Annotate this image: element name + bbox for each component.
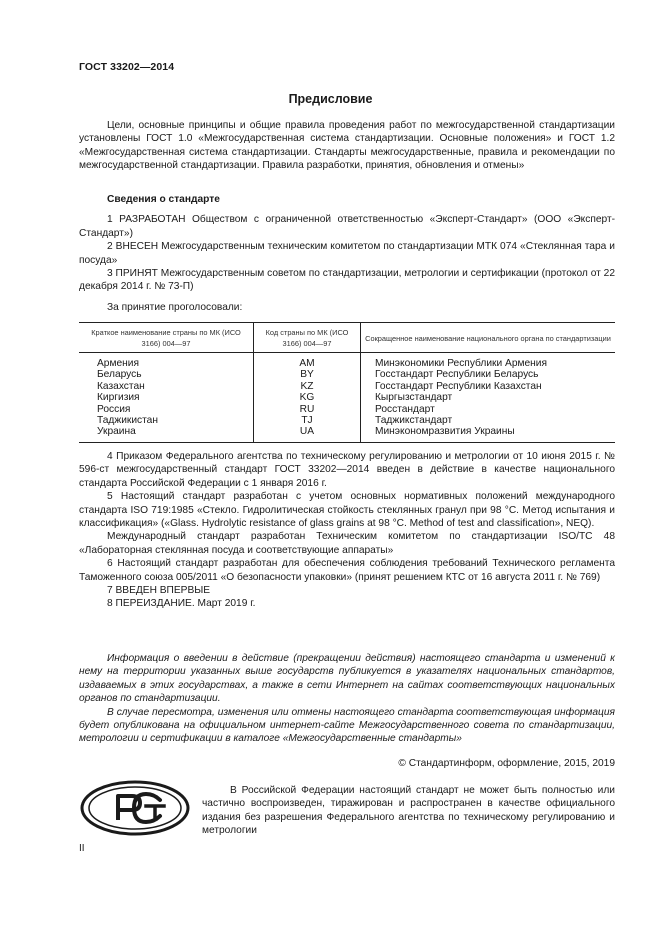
table-row (79, 381, 615, 392)
table-row (79, 369, 615, 380)
info-note-2: В случае пересмотра, изменения или отмены настоящего стандарта соответствующая информация будет опубликована на официальном интернет-сайте Межгосударственного совета по стандартизации, метрологии и сертификации в каталоге «Межгосударственные стандарты» (79, 706, 615, 745)
country-cell: Казахстан (97, 380, 145, 392)
info-item-4: 4 Приказом Федерального агентства по техническому регулированию и метрологии от 10 июня 2015 г. № 596-ст межгосударственный стандарт ГОСТ 33202—2014 введен в действие в качестве национального стандарта Российской Федерации с 1 января 2016 г. (79, 451, 615, 489)
code-cell: BY (254, 369, 361, 380)
org-cell: Росстандарт (361, 404, 616, 415)
table-row (79, 353, 615, 370)
items-after-block (79, 450, 615, 611)
code-cell: UA (254, 426, 361, 442)
info-item-5: 5 Настоящий стандарт разработан с учетом основных нормативных положений международного стандарта ISO 719:1985 «Стекло. Гидролитическая стойкость стеклянных гранул при 98 °С. Метод испытания и классификация» («Glass. Hydrolytic resistance of glass grains at 98 °C. Method of test and classification», NEQ). (79, 491, 615, 530)
standard-info-block (79, 193, 615, 314)
org-cell: Госстандарт Республики Казахстан (361, 381, 616, 392)
standard-info-title: Сведения о стандарте (107, 194, 220, 205)
info-item-7: 7 ВВЕДЕН ВПЕРВЫЕ (107, 585, 211, 597)
code-cell: KZ (254, 381, 361, 392)
page-number: II (79, 843, 85, 854)
org-cell: Кыргызстандарт (361, 392, 616, 403)
preface-title: Предисловие (288, 92, 373, 106)
col-header-country: Краткое наименование страны по МК (ИСО 3166) 004—97 (79, 323, 254, 353)
code-cell: TJ (254, 415, 361, 426)
table-row (79, 392, 615, 403)
country-cell: Таджикистан (97, 415, 158, 427)
gost-r-logo-icon (80, 780, 190, 836)
preface-intro: Цели, основные принципы и общие правила проведения работ по межгосударственной стандартизации установлены ГОСТ 1.0 «Межгосударственная система стандартизации. Основные положения» и ГОСТ 1.2 «Межгосударственная система стандартизации. Стандарты межгосударственные, правила и рекомендации по межгосударственной стандартизации. Правила разработки, принятия, обновления и отмены» (79, 120, 615, 172)
info-note-1: Информация о введении в действие (прекращении действия) настоящего стандарта и изменений к нему на территории указанных выше государств публикуется в указателях национальных стандартов, издаваемых в этих государствах, а также в сети Интернет на сайтах соответствующих национальных органов по стандартизации. (79, 653, 615, 705)
country-cell: Беларусь (97, 369, 142, 381)
copyright-notice: В Российской Федерации настоящий стандарт не может быть полностью или частично воспроизведен, тиражирован и распространен в качестве официального издания без разрешения Федерального агентства по техническому регулированию и метрологии (202, 785, 615, 837)
document-code: ГОСТ 33202—2014 (79, 61, 175, 73)
info-item-8: 8 ПЕРЕИЗДАНИЕ. Март 2019 г. (107, 598, 256, 610)
org-cell: Госстандарт Республики Беларусь (361, 369, 616, 380)
org-cell: Минэкономики Республики Армения (361, 353, 616, 370)
table-row (79, 404, 615, 415)
country-cell: Киргизия (97, 392, 140, 404)
code-cell: AM (254, 353, 361, 370)
table-row (79, 426, 615, 442)
code-cell: KG (254, 392, 361, 403)
org-cell: Минэкономразвития Украины (361, 426, 616, 442)
info-item-1: 1 РАЗРАБОТАН Обществом с ограниченной ответственностью «Эксперт-Стандарт» (ООО «Эксперт-Стандарт») (79, 214, 615, 239)
info-item-5-note: Международный стандарт разработан Техническим комитетом по стандартизации ISO/TC 48 «Лабораторная стеклянная посуда и соответствующие аппараты» (79, 531, 615, 556)
col-header-org: Сокращенное наименование национального органа по стандартизации (361, 323, 616, 353)
vote-table (79, 322, 615, 443)
org-cell: Таджикстандарт (361, 415, 616, 426)
info-notes-block (79, 652, 615, 746)
country-cell: Армения (97, 358, 139, 369)
info-item-6: 6 Настоящий стандарт разработан для обеспечения соблюдения требований Технического регламента Таможенного союза 005/2011 «О безопасности упаковки» (принят решением КТС от 16 августа 2011 г. № 769) (79, 558, 615, 583)
vote-table-header (79, 323, 615, 353)
table-row (79, 415, 615, 426)
copyright: © Стандартинформ, оформление, 2015, 2019 (398, 758, 615, 769)
vote-table-body (79, 353, 615, 443)
country-cell: Украина (79, 426, 254, 442)
info-item-3: 3 ПРИНЯТ Межгосударственным советом по стандартизации, метрологии и сертификации (протокол от 22 декабря 2014 г. № 73-П) (79, 268, 615, 293)
code-cell: RU (254, 404, 361, 415)
vote-intro: За принятие проголосовали: (107, 301, 243, 313)
preface-intro-block (79, 119, 615, 173)
country-cell: Россия (97, 403, 131, 415)
info-item-2: 2 ВНЕСЕН Межгосударственным техническим комитетом по стандартизации МТК 074 «Стеклянная тара и посуда» (79, 241, 615, 266)
col-header-code: Код страны по МК (ИСО 3166) 004—97 (254, 323, 361, 353)
